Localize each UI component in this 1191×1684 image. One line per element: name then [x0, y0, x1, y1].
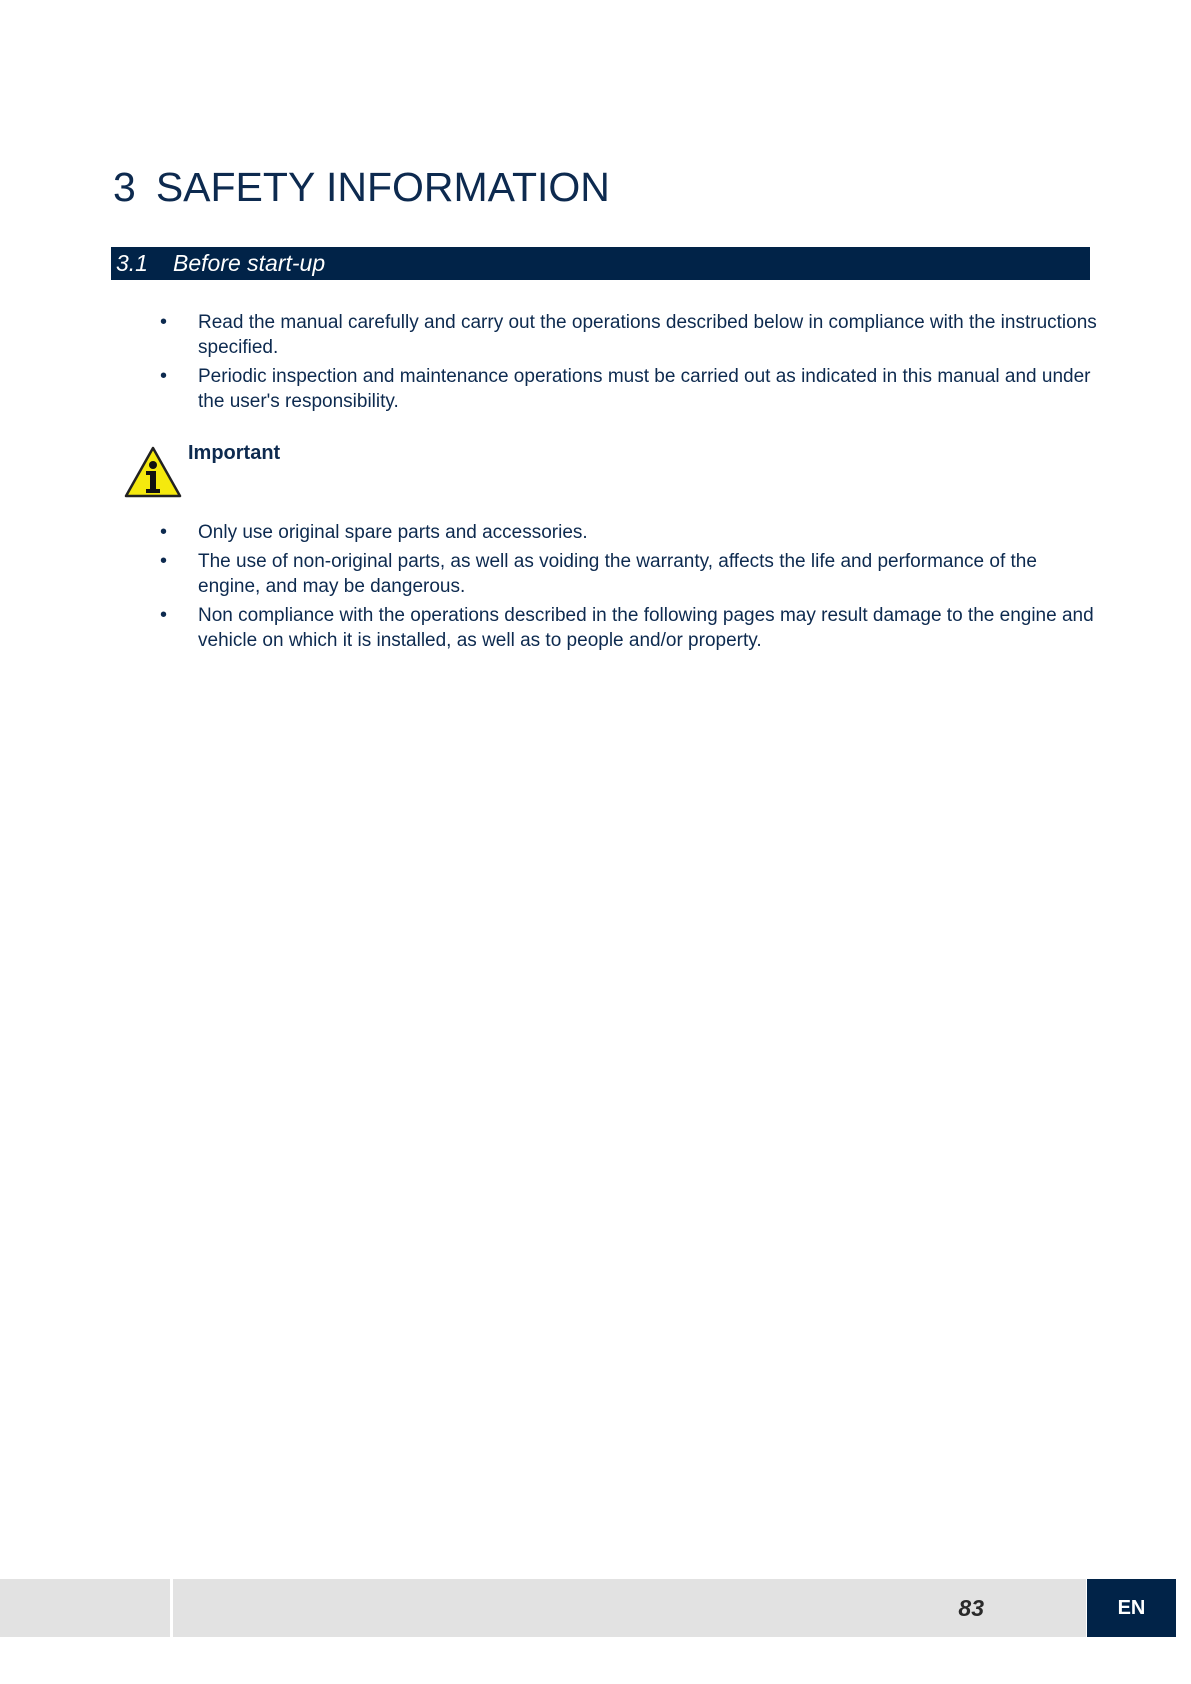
chapter-title [113, 160, 610, 214]
section-header [111, 247, 1090, 280]
page-footer [0, 1579, 1176, 1637]
warning-info-icon [124, 446, 182, 498]
chapter-title-text: SAFETY INFORMATION [155, 164, 610, 210]
list-item: • The use of non-original parts, as well as voiding the warranty, affects the life and performance of the engine, and may be dangerous. [158, 549, 1098, 599]
page-number: 83 [958, 1595, 984, 1621]
list-item: • Read the manual carefully and carry out the operations described below in compliance with the instructions specified. [158, 310, 1098, 360]
section-title: Before start-up [173, 250, 326, 276]
footer-left-panel [0, 1579, 170, 1637]
important-label: Important [188, 442, 281, 464]
intro-bullet-list [158, 310, 1098, 418]
language-badge: EN [1087, 1579, 1176, 1637]
important-bullet-list [158, 520, 1098, 657]
chapter-number: 3 [113, 164, 136, 210]
section-number: 3.1 [116, 250, 148, 276]
list-item: • Non compliance with the operations described in the following pages may result damage to the engine and vehicle on which it is installed, as well as to people and/or property. [158, 603, 1098, 653]
list-item: • Only use original spare parts and accessories. [158, 520, 1098, 545]
footer-bar [173, 1579, 1086, 1637]
list-item: • Periodic inspection and maintenance operations must be carried out as indicated in this manual and under the user's responsibility. [158, 364, 1098, 414]
